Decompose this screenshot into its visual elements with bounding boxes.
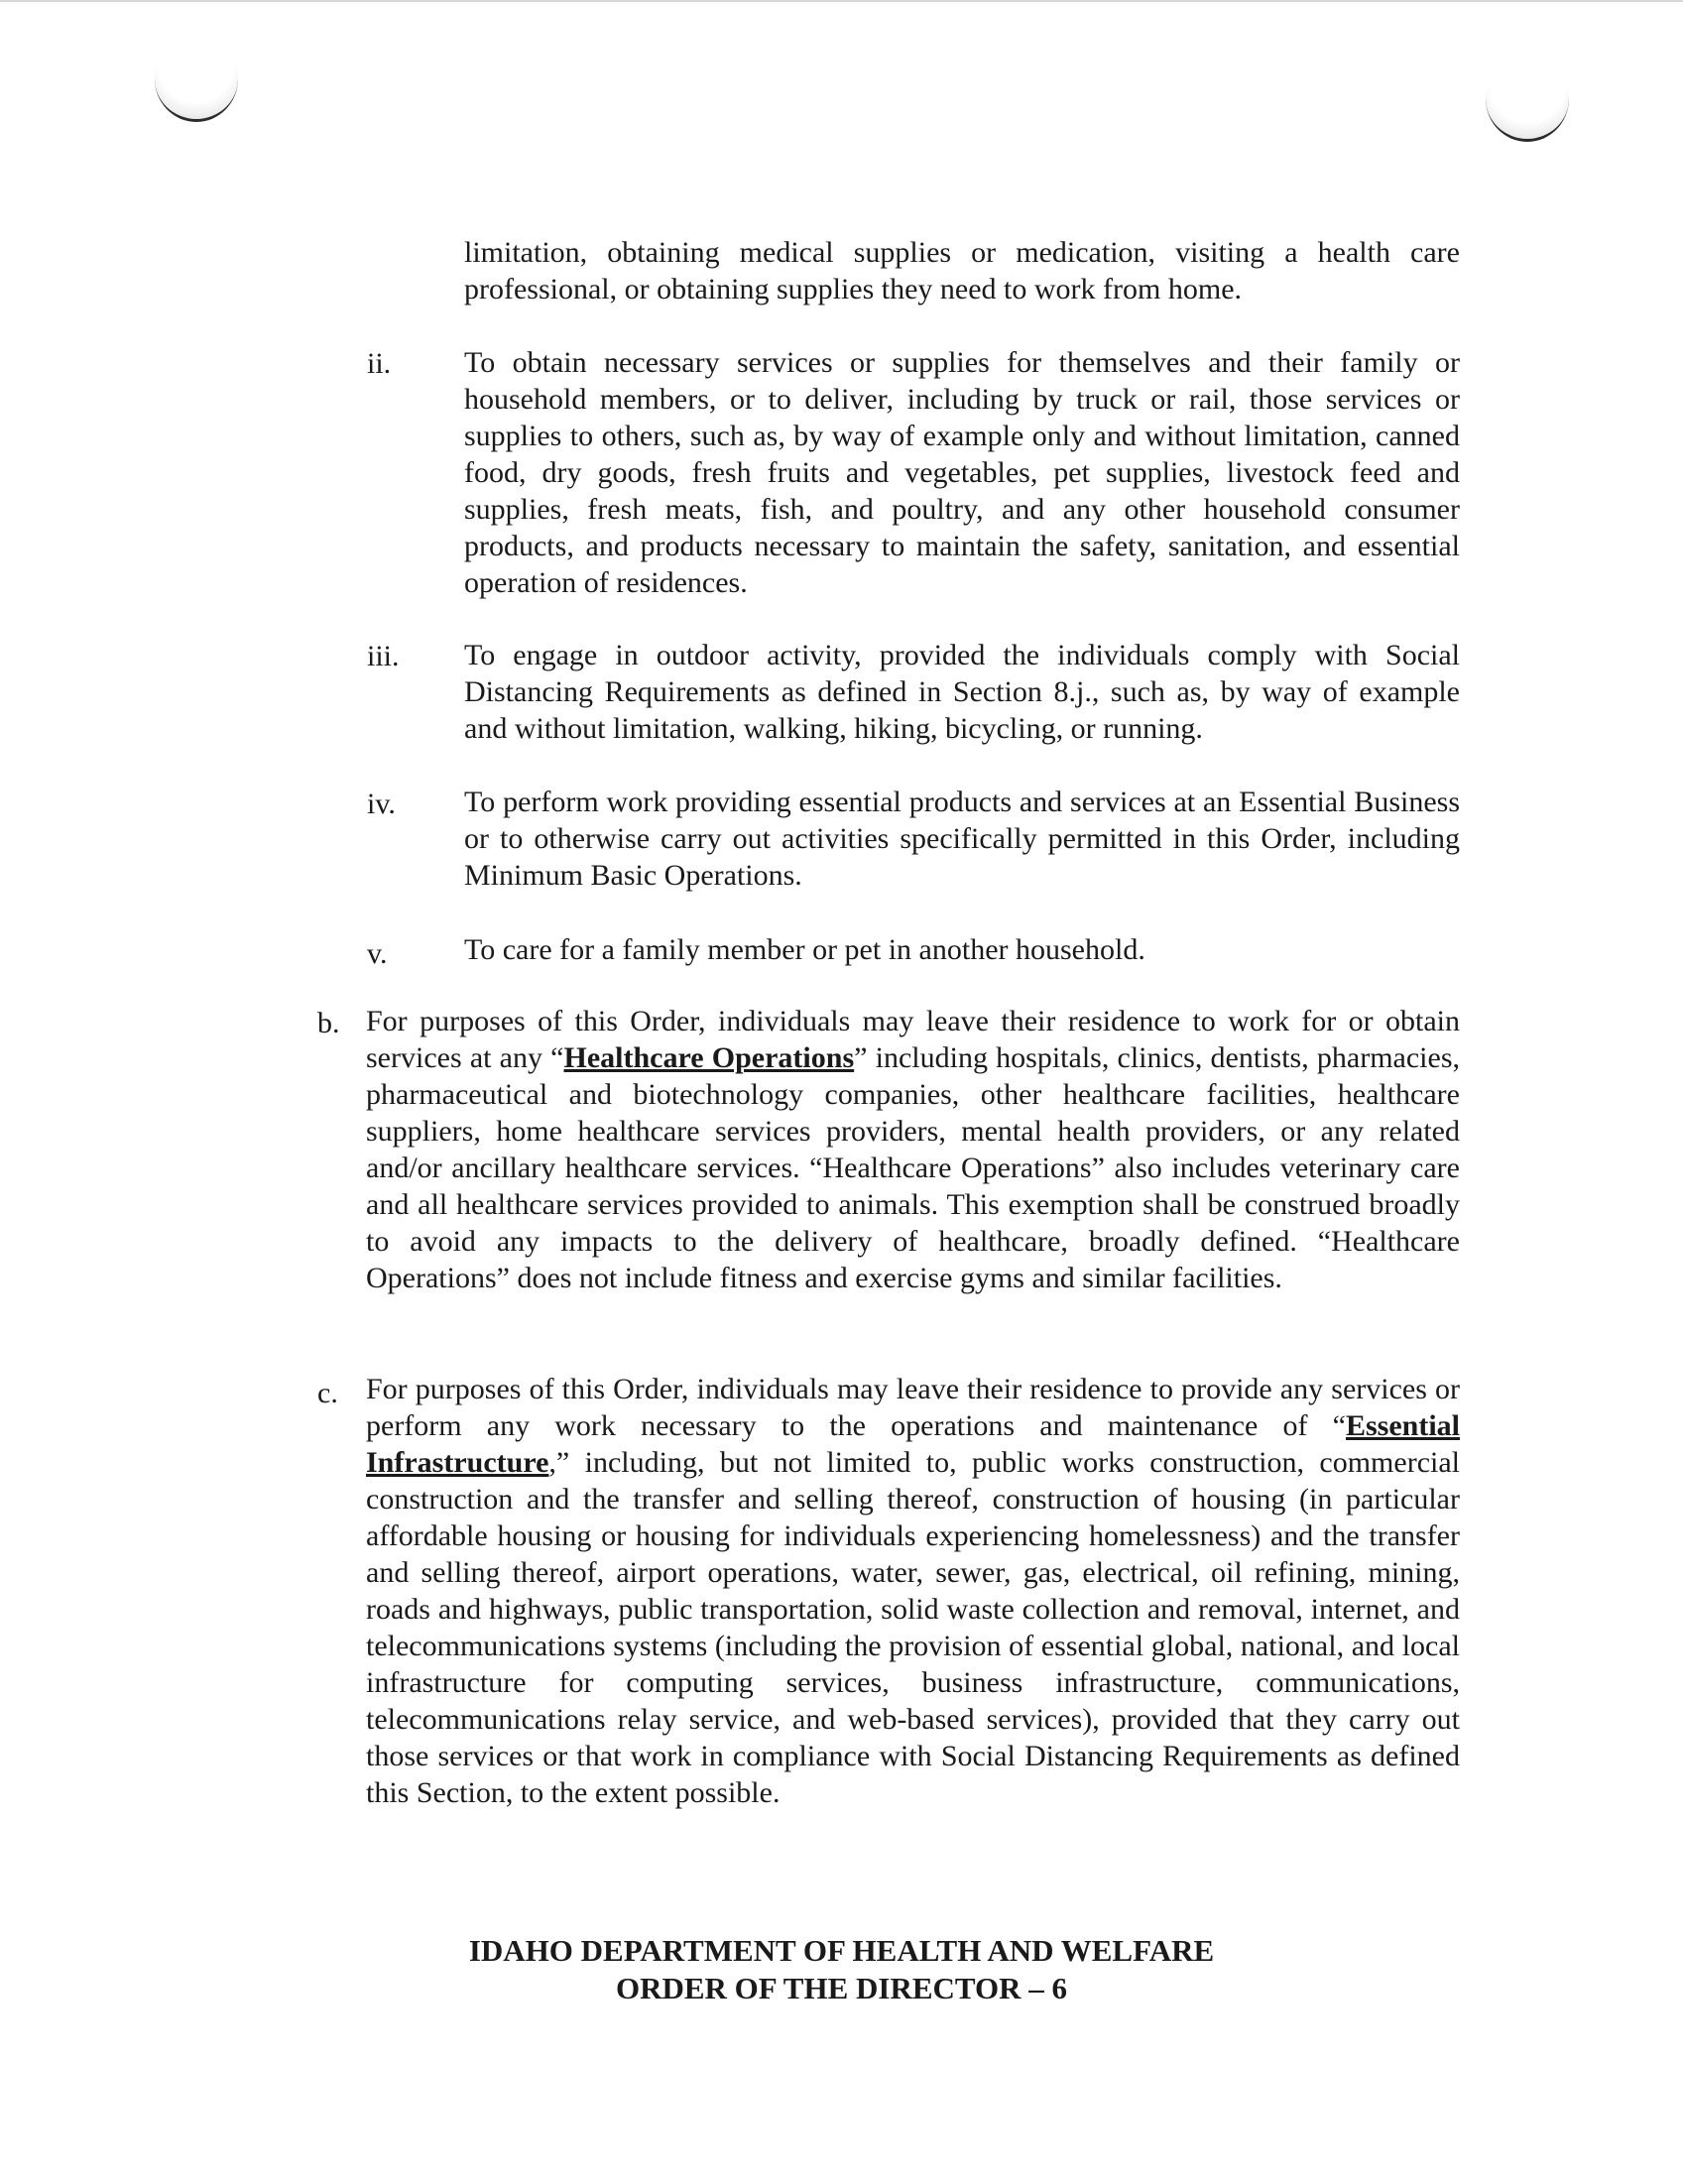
term-healthcare-operations: Healthcare Operations — [563, 1041, 855, 1074]
item-marker-c: c. — [317, 1377, 338, 1409]
footer-agency: IDAHO DEPARTMENT OF HEALTH AND WELFARE — [468, 1933, 1215, 1968]
item-b-text-after: ” including hospitals, clinics, dentists, pharmacies, pharmaceutical and biotechnology companies, other healthcare facilities, healthcare suppliers, home healthcare services providers, mental health providers, or any related and/or ancillary healthcare services. “Healthcare Operations” also includes veterinary care and all healthcare services provided to animals. This exemption shall be construed broadly to avoid any impacts to the delivery of healthcare, broadly defined. “Healthcare Operations” does not include fitness and exercise gyms and similar facilities. — [366, 1041, 1461, 1294]
subitem-text-ii: To obtain necessary services or supplies for themselves and their family or household members, or to deliver, including by truck or rail, those services or supplies to others, such as, by way of example only and without limitation, canned food, dry goods, fresh fruits and vegetables, pet supplies, livestock feed and supplies, fresh meats, fish, and poultry, and any other household consumer products, and products necessary to maintain the safety, sanitation, and essential operation of residences. — [464, 346, 1460, 599]
item-c-text-after: ,” including, but not limited to, public works construction, commercial construction and the transfer and selling thereof, construction of housing (in particular affordable housing or housing for individuals experiencing homelessness) and the transfer and selling thereof, airport operations, water, sewer, gas, electrical, oil refining, mining, roads and highways, public transportation, solid waste collection and removal, internet, and telecommunications systems (including the provision of essential global, national, and local infrastructure for computing services, business infrastructure, communications, telecommunications relay service, and web-based services), provided that they carry out those services or that work in compliance with Social Distancing Requirements as defined this Section, to the extent possible. — [366, 1446, 1460, 1809]
term-essential-infrastructure: Essential Infrastructure — [366, 1409, 1460, 1479]
subitem-marker-iv: iv. — [367, 788, 396, 820]
footer-page-label: ORDER OF THE DIRECTOR – 6 — [615, 1971, 1068, 2005]
subitem-marker-iii: iii. — [367, 640, 400, 672]
subitem-text-v: To care for a family member or pet in another household. — [464, 933, 1145, 966]
subitem-marker-ii: ii. — [367, 347, 392, 380]
item-text-b — [366, 1003, 1460, 1296]
scan-edge-line — [0, 0, 1683, 2]
item-text-c — [366, 1371, 1460, 1811]
continuation-paragraph: limitation, obtaining medical supplies or medication, visiting a health care professional, or obtaining supplies they need to work from home. — [464, 236, 1460, 305]
subitem-text-iv: To perform work providing essential products and services at an Essential Business or to otherwise carry out activities specifically permitted in this Order, including Minimum Basic Operations. — [464, 786, 1460, 892]
item-marker-b: b. — [317, 1007, 340, 1039]
item-b-text-before: For purposes of this Order, individuals may leave their residence to work for or obtain services at any “ — [366, 1005, 1460, 1074]
item-c-text-before: For purposes of this Order, individuals may leave their residence to provide any services or perform any work necessary to the operations and maintenance of “ — [366, 1373, 1460, 1442]
punch-hole-left — [155, 36, 238, 122]
subitem-marker-v: v. — [367, 937, 388, 970]
punch-hole-right — [1486, 56, 1569, 142]
subitem-text-iii: To engage in outdoor activity, provided the individuals comply with Social Distancing Requirements as defined in Section 8.j., such as, by way of example and without limitation, walking, hiking, bicycling, or running. — [464, 639, 1460, 745]
